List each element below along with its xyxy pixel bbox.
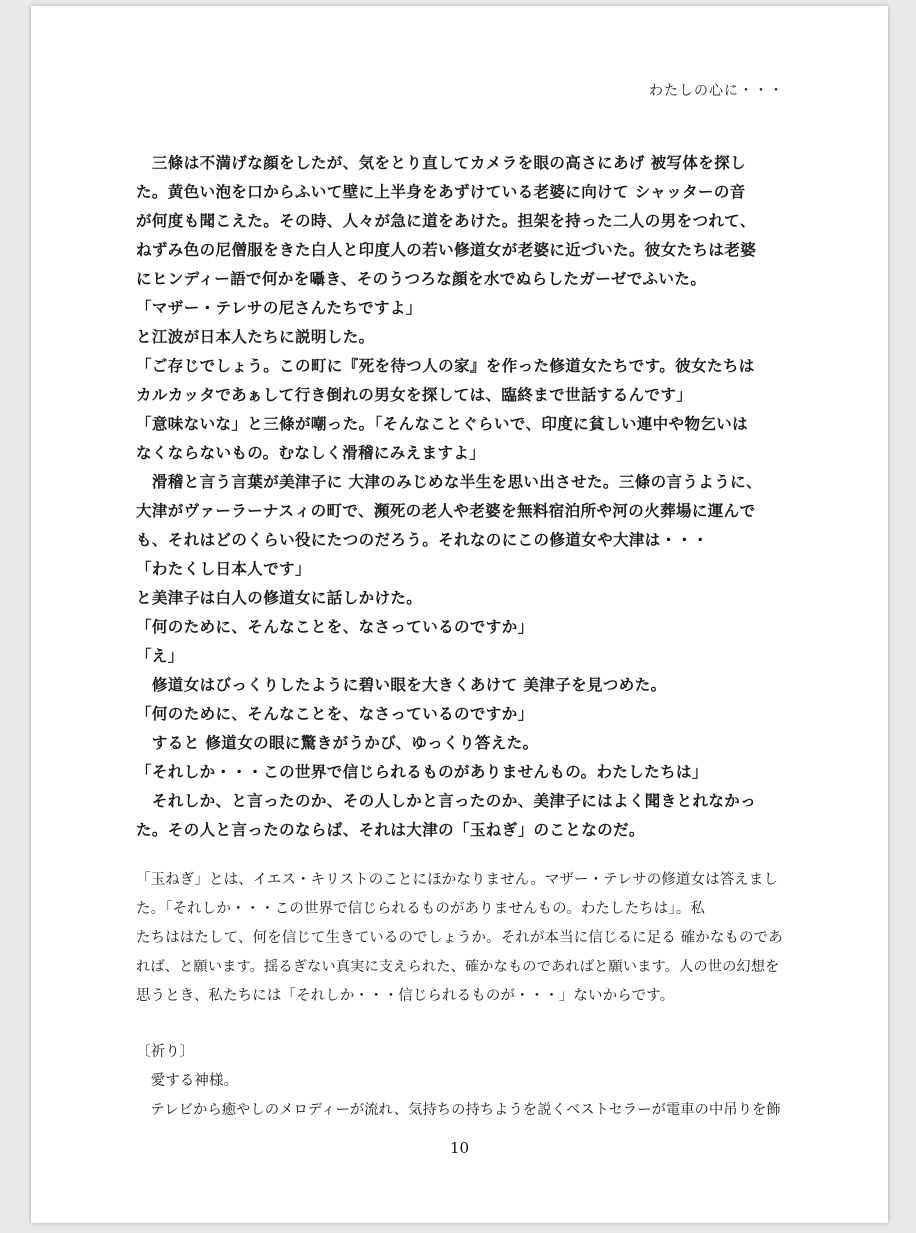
- text-line: た。その人と言ったのならば、それは大津の「玉ねぎ」のことなのだ。: [136, 820, 645, 839]
- text-line: 大津がヴァーラーナスィの町で、瀕死の老人や老婆を無料宿泊所や河の火葬場に運んで: [136, 501, 756, 520]
- text-line: も、それはどのくらい役にたつのだろう。それなのにこの修道女や大津は・・・: [136, 530, 709, 549]
- text-line: にヒンディー語で何かを囁き、そのうつろな顔を水でぬらしたガーゼでふいた。: [136, 269, 707, 288]
- text-line: 「意味ないな」と三條が嘲った。「そんなことぐらいで、印度に貧しい連中や物乞いは: [136, 414, 749, 433]
- text-line: が何度も聞こえた。その時、人々が急に道をあけた。担架を持った二人の男をつれて、: [136, 211, 756, 230]
- text-line: テレビから癒やしのメロディーが流れ、気持ちの持ちようを説くベストセラーが電車の中吊りを飾: [136, 1102, 781, 1118]
- text-line: と美津子は白人の修道女に話しかけた。: [136, 588, 423, 607]
- text-line: 「わたくし日本人です」: [136, 559, 311, 578]
- document-page: [31, 6, 888, 1223]
- text-line: すると 修道女の眼に驚きがうかび、ゆっくり答えた。: [136, 733, 539, 752]
- text-line: たちははたして、何を信じて生きているのでしょうか。それが本当に信じるに足る 確かなものであ: [136, 930, 783, 946]
- text-line: た。黄色い泡を口からふいて壁に上半身をあずけている老婆に向けて シャッターの音: [136, 182, 746, 201]
- text-line: 「玉ねぎ」とは、イエス・キリストのことにほかなりません。マザー・テレサの修道女は答えまし: [136, 872, 779, 888]
- text-line: 「何のために、そんなことを、なさっているのですか」: [136, 704, 534, 723]
- text-line: 愛する神様。: [136, 1073, 239, 1089]
- text-line: 「何のために、そんなことを、なさっているのですか」: [136, 617, 534, 636]
- text-line: た。「それしか・・・この世界で信じられるものがありませんもの。わたしたちは」。私: [136, 901, 705, 917]
- text-line: ねずみ色の尼僧服をきた白人と印度人の若い修道女が老婆に近づいた。彼女たちは老婆: [136, 240, 757, 259]
- text-line: 「ご存じでしょう。この町に『死を待つ人の家』を作った修道女たちです。彼女たちは: [136, 356, 755, 375]
- section-heading: 〔祈り〕: [136, 1044, 195, 1060]
- text-line: それしか、と言ったのか、その人しかと言ったのか、美津子にはよく聞きとれなかっ: [136, 791, 757, 810]
- text-line: 修道女はびっくりしたように碧い眼を大きくあけて 美津子を見つめた。: [136, 675, 667, 694]
- text-line: れば、と願います。揺るぎない真実に支えられた、確かなものであればと願います。人の世の幻想を: [136, 959, 780, 975]
- page-number: 10: [449, 1139, 470, 1157]
- text-line: カルカッタであぁして行き倒れの男女を探しては、臨終まで世話するんです」: [136, 385, 693, 404]
- running-header: わたしの心に・・・: [649, 83, 784, 99]
- text-line: 「マザー・テレサの尼さんたちですよ」: [136, 298, 422, 317]
- text-line: 滑稽と言う言葉が美津子に 大津のみじめな半生を思い出させた。三條の言うように、: [136, 472, 762, 491]
- text-line: 思うとき、私たちには「それしか・・・信じられるものが・・・」ないからです。: [136, 988, 675, 1004]
- text-line: と江波が日本人たちに説明した。: [136, 327, 375, 346]
- text-line: 「え」: [136, 646, 184, 665]
- text-line: なくならないもの。むなしく滑稽にみえますよ」: [136, 443, 486, 462]
- text-line: 三條は不満げな顔をしたが、気をとり直してカメラを眼の高さにあげ 被写体を探し: [136, 153, 746, 172]
- text-line: 「それしか・・・この世界で信じられるものがありませんもの。わたしたちは」: [136, 762, 708, 781]
